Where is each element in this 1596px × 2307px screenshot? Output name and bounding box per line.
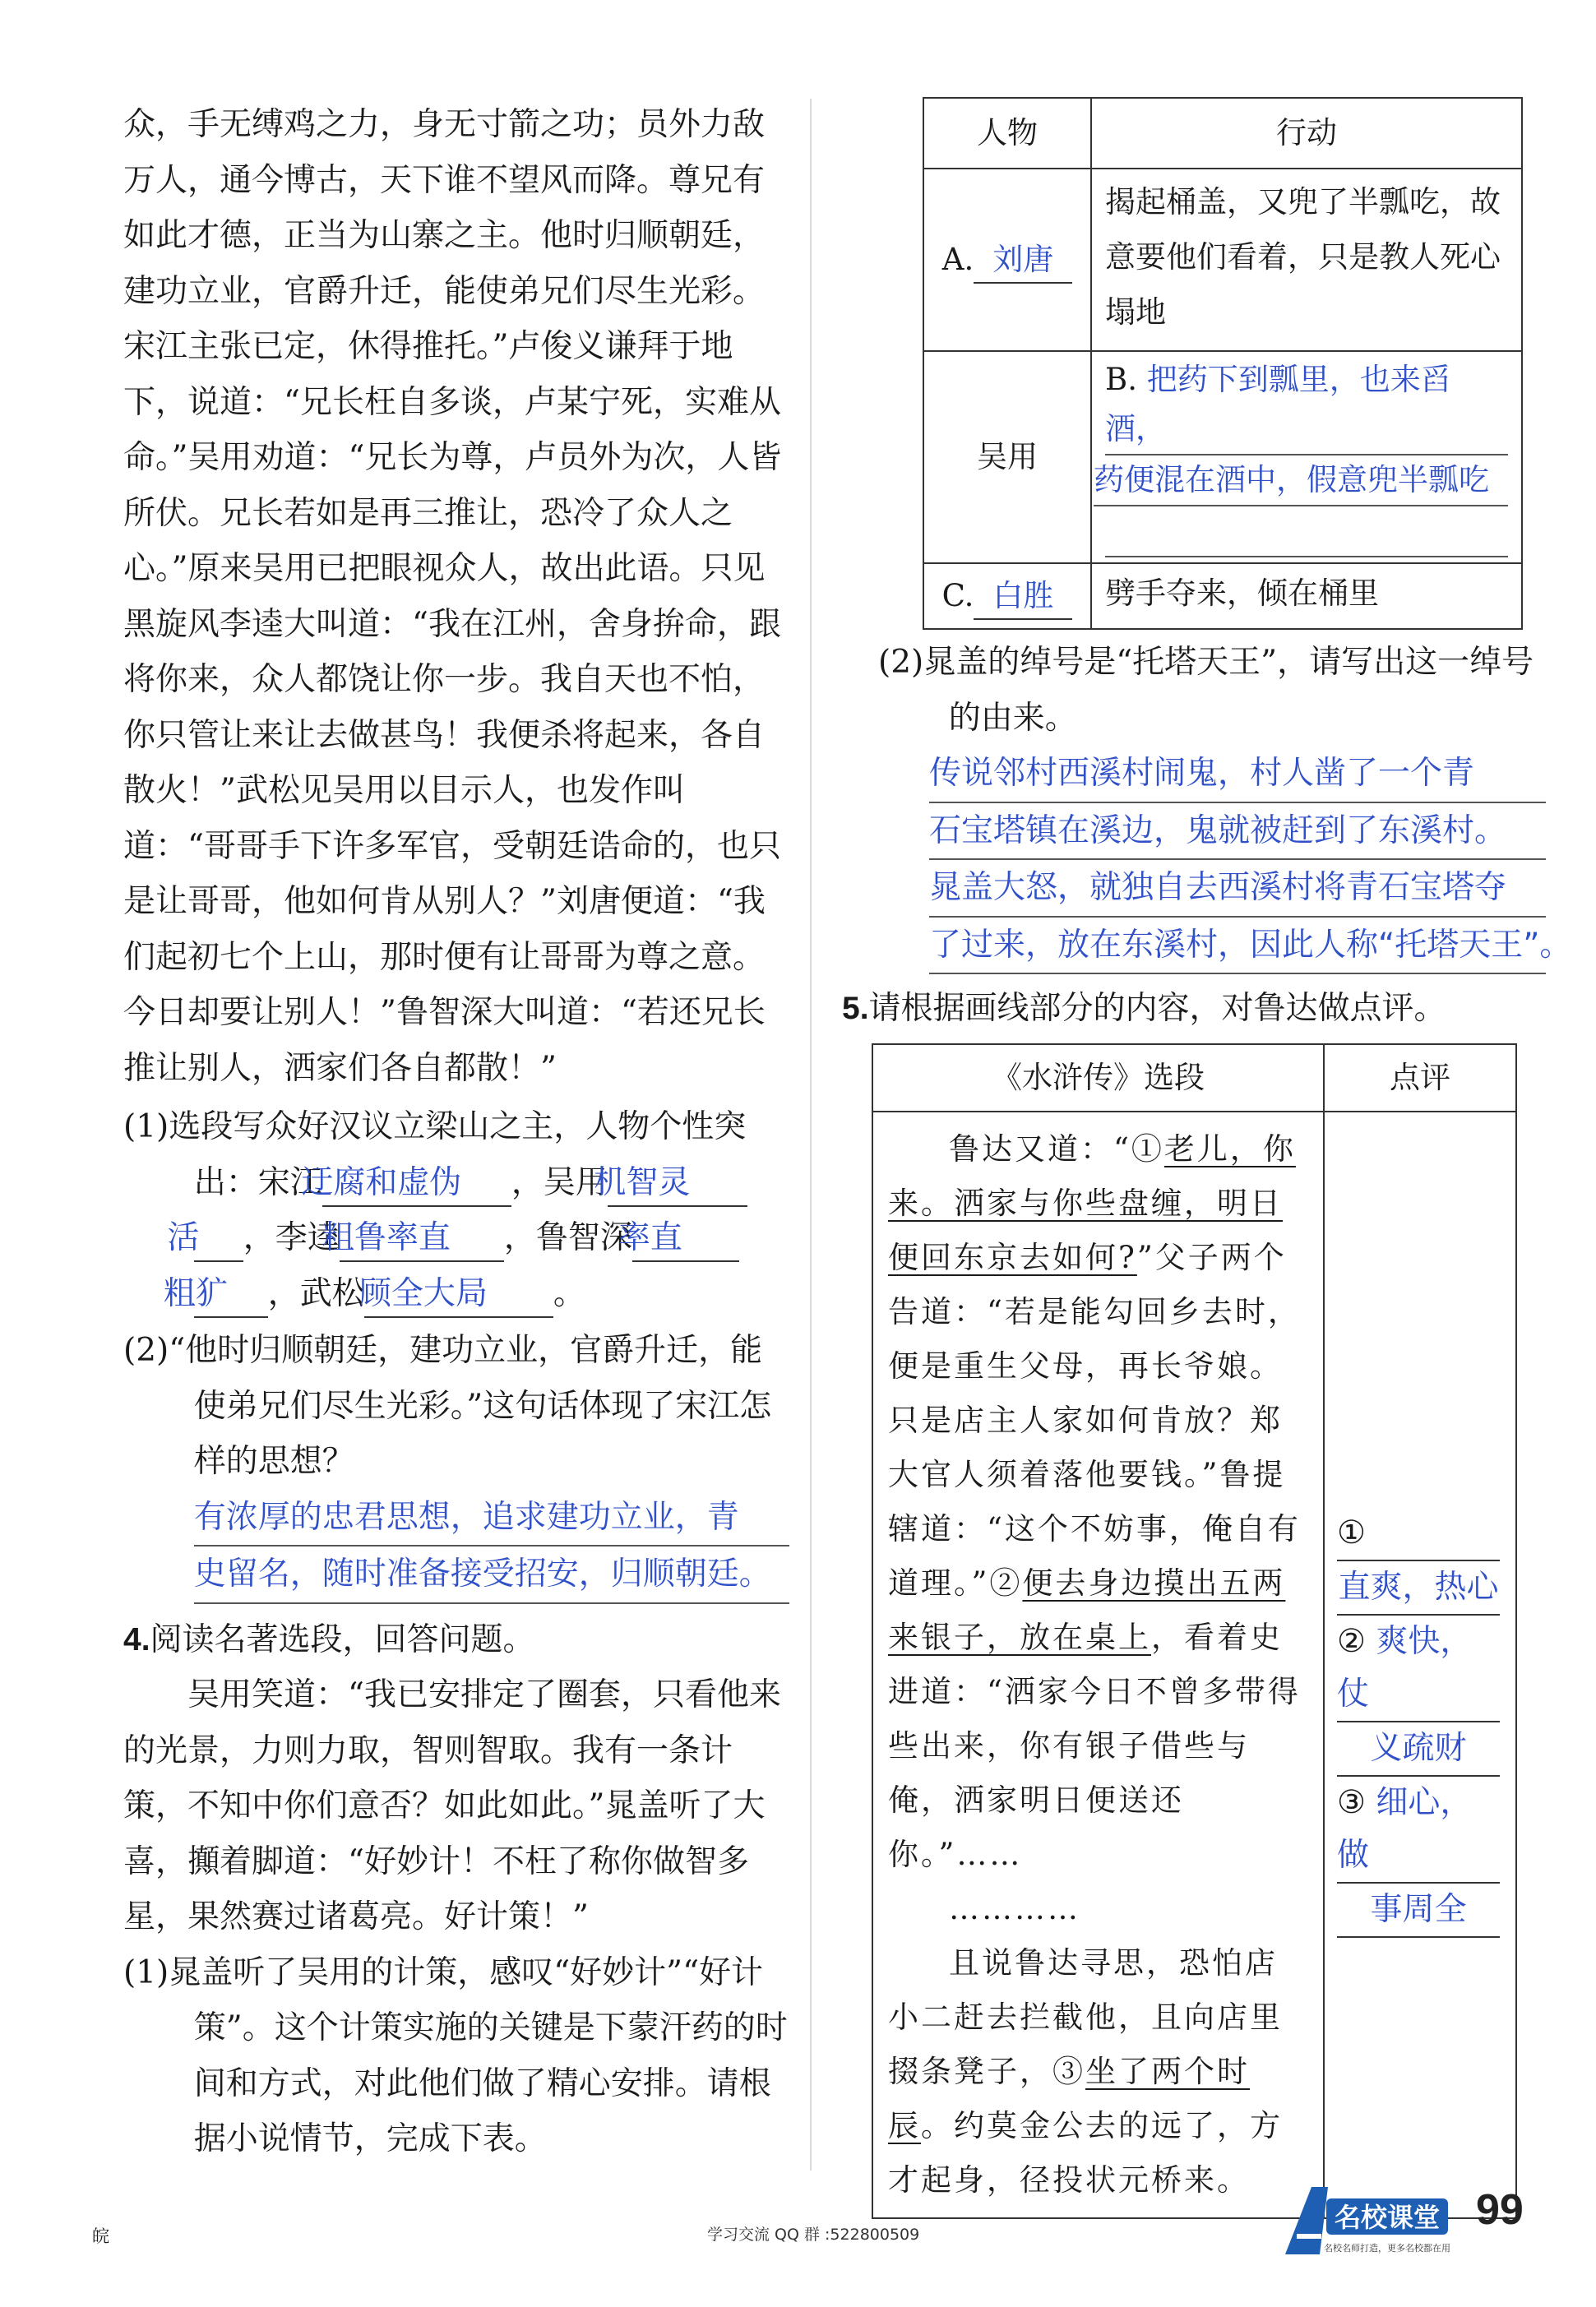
question-3-1: (1)选段写众好汉议立梁山之主，人物个性突出：宋江迂腐和虚伪 ，吴用机智灵 活 ，李逵粗鲁率直 ，鲁智深率直 粗犷 ，武松顾全大局 。 [123,1099,789,1321]
brand-logo [1279,2179,1451,2261]
answer-wuyong-2[interactable]: 活 [194,1216,243,1262]
row-a-action: 揭起桶盖，又兜了半瓢吃，故意要他们看着，只是教人死心塌地 [1091,169,1522,351]
question-5-title: 5.请根据画线部分的内容，对鲁达做点评。 [842,990,1446,1027]
column-divider [810,99,812,2171]
question-4-2: (2)晁盖的绰号是“托塔天王”，请写出这一绰号的由来。 [878,644,1534,737]
right-column [842,97,1572,2219]
passage-text: 众，手无缚鸡之力，身无寸箭之功；员外力敌万人，通今博古，天下谁不望风而降。尊兄有如此才德，正当为山寨之主。他时归顺朝廷，建功立业，官爵升迁，能使弟兄们尽生光彩。宋江主张已定，休得推托。”卢俊义谦拜于地下，说道：“兄长枉自多谈，卢某宁死，实难从命。”吴用劝道：“兄长为尊，卢员外为次，人皆所伏。兄长若如是再三推让，恐冷了众人之心。”原来吴用已把眼视众人，故出此语。只见黑旋风李逵大叫道：“我在江州，舍身拚命，跟将你来，众人都饶让你一步。我自天也不怕，你只管让来让去做甚鸟！我便杀将起来，各自散火！”武松见吴用以目示人，也发作叫道：“哥哥手下许多军官，受朝廷诰命的，也只是让哥哥，他如何肯从别人？”刘唐便道：“我们起初七个上山，那时便有让哥哥为尊之意。今日却要让别人！”鲁智深大叫道：“若还兄长推让别人，洒家们各自都散！” [123,106,782,1087]
answer-wuyong-1[interactable]: 机智灵 [608,1161,747,1207]
comment-cell: ① 直爽，热心 ② 爽快，仗 义疏财 ③ 细心，做 事周全 [1324,1112,1516,2218]
answer-songjiang[interactable]: 迂腐和虚伪 [322,1161,511,1207]
answer-4-2: 传说邻村西溪村闹鬼，村人凿了一个青 石宝塔镇在溪边，鬼就被赶到了东溪村。 晁盖大怒，就独自去西溪村将青石宝塔夺 了过来，放在东溪村，因此人称“托塔天王”。 [863,746,1546,974]
header-comment: 点评 [1324,1044,1516,1112]
header-excerpt: 《水浒传》选段 [872,1044,1324,1112]
question-4-1: (1)晁盖听了吴用的计策，感叹“好妙计”“好计策”。这个计策实施的关键是下蒙汗药的时间和方式，对此他们做了精心安排。请根据小说情节，完成下表。 [123,1953,788,2157]
underline-3: 坐了两个时辰 [888,2053,1250,2143]
question-3-2: (2)“他时归顺朝廷，建功立业，官爵升迁，能使弟兄们尽生光彩。”这句话体现了宋江怎样的思想？ [123,1332,772,1480]
header-person: 人物 [923,98,1091,169]
row-b-action: B. 把药下到瓢里，也来舀酒， 药便混在酒中，假意兜半瓢吃 [1091,351,1522,563]
answer-3-2: 有浓厚的忠君思想，追求建功立业，青 史留名，随时准备接受招安，归顺朝廷。 [123,1490,789,1604]
question-4-passage: 吴用笑道：“我已安排定了圈套，只看他来的光景，力则力取，智则智取。我有一条计策，不知中你们意否？如此如此。”晁盖听了大喜，攧着脚道：“好妙计！不枉了称你做智多星，果然赛过诸葛亮。好计策！” [123,1676,781,1935]
excerpt-cell: 鲁达又道：“①老儿，你来。洒家与你些盘缠，明日便回东京去如何?”父子两个告道：“若是能勾回乡去时，便是重生父母，再长爷娘。只是店主人家如何肯放？郑大官人须着落他要钱。”鲁提辖道：“这个不妨事，俺自有道理。”②便去身边摸出五两来银子，放在桌上，看着史进道：“洒家今日不曾多带得些出来，你有银子借些与俺，洒家明日便送还你。”…… ………… 且说鲁达寻思，恐怕店小二赶去拦截他，且向店里掇条凳子，③坐了两个时辰。约莫金公去的远了，方才起身，径投状元桥来。 [872,1112,1324,2218]
row-a-person: A. 刘唐 [923,169,1091,351]
region-label: 皖 [92,2226,109,2246]
row-c-action: 劈手夺来，倾在桶里 [1091,563,1522,629]
answer-likui[interactable]: 粗鲁率直 [340,1216,504,1262]
header-action: 行动 [1091,98,1522,169]
plot-table [923,97,1523,630]
comment-table [872,1043,1517,2219]
answer-wusong[interactable]: 顾全大局 [364,1272,553,1318]
question-4-title: 4.阅读名著选段，回答问题。 [123,1620,535,1658]
answer-luzhishen-2[interactable]: 粗犷 [194,1272,268,1318]
row-c-person: C. 白胜 [923,563,1091,629]
row-b-person: 吴用 [923,351,1091,563]
underline-1: 老儿，你来。洒家与你些盘缠，明日便回东京去如何? [888,1130,1296,1275]
underline-2: 便去身边摸出五两来银子，放在桌上 [888,1565,1286,1655]
svg-text:名校课堂: 名校课堂 [1334,2202,1441,2233]
answer-luzhishen-1[interactable]: 率直 [632,1216,739,1262]
qq-group: 学习交流 QQ 群 :522800509 [707,2226,920,2244]
svg-text:名校名师打造，更多名校都在用: 名校名师打造，更多名校都在用 [1324,2243,1450,2254]
left-column [123,97,789,2167]
page-number: 99 [1476,2186,1524,2234]
